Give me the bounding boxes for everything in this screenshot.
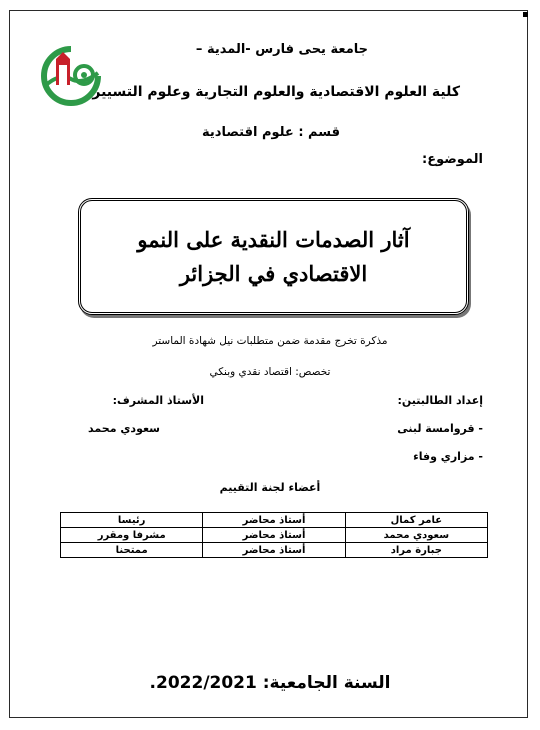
jury-table	[60, 512, 488, 558]
university-name: جامعة يحى فارس -المدية –	[195, 42, 368, 57]
thesis-title-line-2: الاقتصادي في الجزائر	[179, 260, 368, 286]
jury-member-role: رئيسا	[61, 513, 203, 528]
supervisor-name: سعودي محمد	[88, 422, 160, 435]
memo-description: مذكرة تخرج مقدمة ضمن متطلبات نيل شهادة الماستر	[152, 335, 388, 347]
table-row	[61, 543, 488, 558]
department-name: قسم : علوم اقتصادية	[202, 125, 340, 140]
jury-member-name: عامر كمال	[345, 513, 487, 528]
specialization: تخصص: اقتصاد نقدي وبنكي	[209, 366, 331, 378]
page-border	[9, 10, 528, 718]
table-row	[61, 528, 488, 543]
jury-member-name: سعودي محمد	[345, 528, 487, 543]
jury-member-role: مشرفا ومقرر	[61, 528, 203, 543]
students-label: إعداد الطالبتين:	[397, 394, 483, 407]
jury-member-role: ممتحنا	[61, 543, 203, 558]
student-name: - قروامسة لبنى	[397, 422, 483, 435]
jury-member-rank: أستاذ محاضر	[203, 528, 345, 543]
jury-member-rank: أستاذ محاضر	[203, 513, 345, 528]
faculty-name: كلية العلوم الاقتصادية والعلوم التجارية وعلوم التسيير	[92, 84, 460, 100]
thesis-title-line-1: آثار الصدمات النقدية على النمو	[137, 226, 410, 252]
corner-mark	[523, 12, 528, 17]
supervisor-label: الأستاذ المشرف:	[112, 394, 204, 407]
table-row	[61, 513, 488, 528]
jury-member-name: جبارة مراد	[345, 543, 487, 558]
jury-member-rank: أستاذ محاضر	[203, 543, 345, 558]
subject-label: الموضوع:	[422, 152, 483, 167]
committee-title: أعضاء لجنة التقييم	[219, 481, 321, 494]
thesis-title-box	[78, 198, 469, 315]
student-name: - مزاري وفاء	[413, 450, 483, 463]
academic-year: السنة الجامعية: 2022/2021.	[149, 673, 391, 693]
